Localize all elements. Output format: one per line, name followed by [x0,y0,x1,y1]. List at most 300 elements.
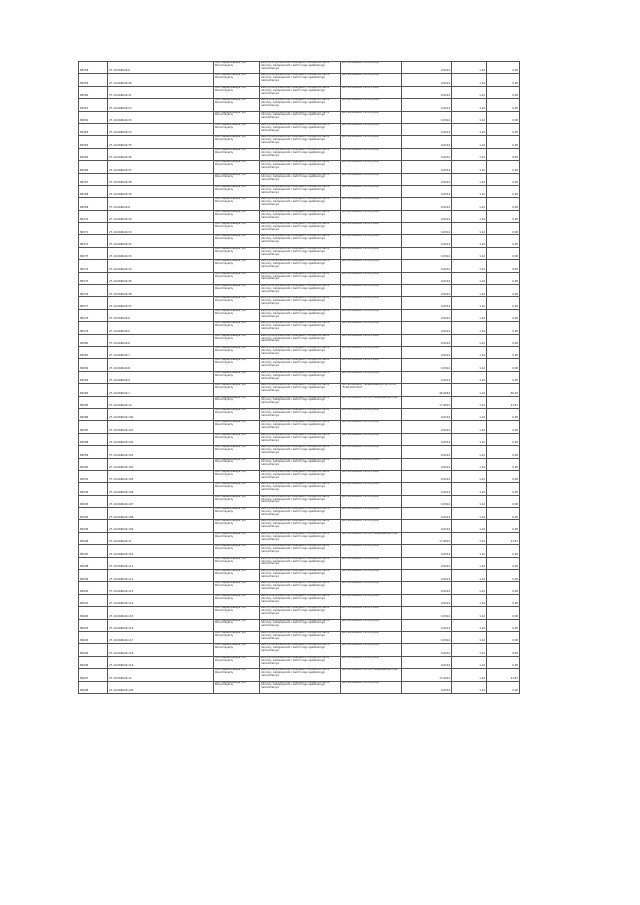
cell-address: ofis. Mayakovskaya, p-n Pervomayskiy [214,408,260,420]
cell-code: 86370 [79,210,108,222]
cell-land-category: Zemli promyshlennosti, energetiki, transporta, zemli oborony, bezopasnosti i zemli inogo spetsialnogo naznacheniya [260,508,341,520]
cell-address: ofis. Mayakovskaya, p-n Pervomayskiy [214,681,260,693]
cell-address: ofis. Mayakovskaya, p-n Pervomayskiy [214,309,260,321]
cell-rate: 1,22 [452,74,487,86]
cell-permitted-use: pod stroitelstvo VL-10 (6-10) [341,235,402,247]
cell-area: 0,0014 [402,173,452,185]
cell-area: 0,0014 [402,495,452,507]
cell-land-category: Zemli promyshlennosti, energetiki, transporta, zemli oborony, bezopasnosti i zemli inogo spetsialnogo naznacheniya [260,247,341,259]
cell-amount: 0,00 [487,86,520,98]
cell-rate: 1,22 [452,656,487,668]
cell-rate: 1,22 [452,123,487,135]
cell-code: 86358 [79,62,108,74]
table-row [79,247,520,259]
cell-rate: 1,22 [452,99,487,111]
cell-amount: 0,00 [487,557,520,569]
cell-address: ofis. Mayakovskaya, p-n Pervomayskiy [214,161,260,173]
cell-permitted-use: pod stroitelstvo VL-110 'Berezovskoe-Forel' [341,396,402,408]
cell-area: 0,0014 [402,285,452,297]
cell-land-category: Zemli promyshlennosti, energetiki, transporta, zemli oborony, bezopasnosti i zemli inogo spetsialnogo naznacheniya [260,173,341,185]
cell-land-category: Zemli promyshlennosti, energetiki, transporta, zemli oborony, bezopasnosti i zemli inogo spetsialnogo naznacheniya [260,260,341,272]
table-row [79,458,520,470]
cell-permitted-use: pod stroitelstvo VL-10 (6-10) [341,346,402,358]
cell-code: 86398 [79,557,108,569]
cell-cadastral-number: 27-10-066029-10 [108,396,214,408]
cell-cadastral-number: 27-10-066029-104 [108,458,214,470]
cell-permitted-use: pod stroitelstvo VL-10 (6-10) [341,136,402,148]
cell-land-category: Zemli promyshlennosti, energetiki, transporta, zemli oborony, bezopasnosti i zemli inogo spetsialnogo naznacheniya [260,297,341,309]
cell-code: 86382 [79,359,108,371]
cell-area: 0,0014 [402,607,452,619]
cell-address: ofis. Mayakovskaya, p-n Pervomayskiy [214,322,260,334]
table-row [79,495,520,507]
cell-code: 86371 [79,223,108,235]
cell-code: 86378 [79,309,108,321]
cell-area: 0,0014 [402,421,452,433]
cell-area: 0,0014 [402,99,452,111]
table-row [79,483,520,495]
cell-amount: 0,00 [487,458,520,470]
cell-area: 0,0014 [402,62,452,74]
cell-rate: 1,22 [452,570,487,582]
cell-area: 0,0014 [402,148,452,160]
table-row [79,408,520,420]
cell-land-category: Zemli promyshlennosti, energetiki, transporta, zemli oborony, bezopasnosti i zemli inogo spetsialnogo naznacheniya [260,123,341,135]
cell-cadastral-number: 27-10-066029-8 [108,359,214,371]
cell-address: ofis. Mayakovskaya, p-n Pervomayskiy [214,619,260,631]
cell-cadastral-number: 27-10-066029-36 [108,74,214,86]
cell-amount: 0,00 [487,62,520,74]
cell-area: 0,0014 [402,631,452,643]
cell-amount: 0,00 [487,681,520,693]
cell-address: ofis. Mayakovskaya, p-n Pervomayskiy [214,631,260,643]
cell-permitted-use: pod stroitelstvo VL-10 (6-10) [341,272,402,284]
cell-area: 0,0014 [402,260,452,272]
cell-address: ofis. Mayakovskaya, p-n Pervomayskiy [214,384,260,396]
cell-area: 0,0014 [402,74,452,86]
cell-permitted-use: pod stroitelstvo VL-10 (6-10) [341,470,402,482]
cell-code: 86377 [79,297,108,309]
cell-permitted-use: pod stroitelstvo VL-10 (6-10) [341,173,402,185]
cell-area: 0,0014 [402,247,452,259]
cell-permitted-use: pod stroitelstvo VL-10 (6-10) [341,198,402,210]
cell-amount: 0,00 [487,408,520,420]
cell-code: 86405 [79,644,108,656]
cell-amount: 0,00 [487,223,520,235]
cell-permitted-use: pod stroitelstvo VL-10 (6-10) [341,99,402,111]
cell-code: 86407 [79,669,108,681]
cell-land-category: Zemli promyshlennosti, energetiki, transporta, zemli oborony, bezopasnosti i zemli inogo spetsialnogo naznacheniya [260,185,341,197]
cell-land-category: Zemli promyshlennosti, energetiki, transporta, zemli oborony, bezopasnosti i zemli inogo spetsialnogo naznacheniya [260,570,341,582]
table-row [79,185,520,197]
cell-code: 86368 [79,185,108,197]
cell-land-category: Zemli promyshlennosti, energetiki, transporta, zemli oborony, bezopasnosti i zemli inogo spetsialnogo naznacheniya [260,470,341,482]
cell-land-category: Zemli promyshlennosti, energetiki, transporta, zemli oborony, bezopasnosti i zemli inogo spetsialnogo naznacheniya [260,99,341,111]
cell-land-category: Zemli promyshlennosti, energetiki, transporta, zemli oborony, bezopasnosti i zemli inogo spetsialnogo naznacheniya [260,396,341,408]
cell-land-category: Zemli promyshlennosti, energetiki, transporta, zemli oborony, bezopasnosti i zemli inogo spetsialnogo naznacheniya [260,86,341,98]
cell-cadastral-number: 27-10-066029-102 [108,433,214,445]
cell-amount: 0,00 [487,607,520,619]
cell-permitted-use: pod stroitelstvo VL-10 (6-10) [341,681,402,693]
cell-code: 86402 [79,607,108,619]
cell-land-category: Zemli promyshlennosti, energetiki, transporta, zemli oborony, bezopasnosti i zemli inogo spetsialnogo naznacheniya [260,656,341,668]
cell-land-category: Zemli promyshlennosti, energetiki, transporta, zemli oborony, bezopasnosti i zemli inogo spetsialnogo naznacheniya [260,346,341,358]
cell-cadastral-number: 27-10-066029-9 [108,371,214,383]
cell-rate: 1,22 [452,346,487,358]
cell-amount: 0,00 [487,433,520,445]
cell-address: ofis. Mayakovskaya, p-n Pervomayskiy [214,111,260,123]
cell-address: ofis. Mayakovskaya, p-n Pervomayskiy [214,235,260,247]
cell-cadastral-number: 27-10-066029-117 [108,631,214,643]
cell-code: 86406 [79,656,108,668]
cell-cadastral-number: 27-10-066029-100 [108,408,214,420]
cell-land-category: Zemli promyshlennosti, energetiki, transporta, zemli oborony, bezopasnosti i zemli inogo spetsialnogo naznacheniya [260,520,341,532]
table-row [79,532,520,544]
cell-address: ofis. Mayakovskaya, p-n Pervomayskiy [214,223,260,235]
table-row [79,421,520,433]
cell-cadastral-number: 27-10-066029-36 [108,148,214,160]
table-row [79,681,520,693]
cell-rate: 1,22 [452,161,487,173]
cell-amount: 0,00 [487,508,520,520]
cell-area: 0,0014 [402,681,452,693]
cell-cadastral-number: 27-10-066029-7 [108,346,214,358]
cell-cadastral-number: 27-10-066029-34 [108,123,214,135]
cell-address: ofis. Mayakovskaya, p-n Pervomayskiy [214,545,260,557]
cell-cadastral-number: 27-10-066029-101 [108,421,214,433]
cell-cadastral-number: 27-10-066029-1 [108,384,214,396]
cell-land-category: Zemli promyshlennosti, energetiki, transporta, zemli oborony, bezopasnosti i zemli inogo spetsialnogo naznacheniya [260,532,341,544]
cell-cadastral-number: 27-10-066029-6 [108,309,214,321]
cell-amount: 0,00 [487,371,520,383]
cell-area: 0,0014 [402,210,452,222]
cell-address: ofis. Mayakovskaya, p-n Pervomayskiy [214,74,260,86]
cell-rate: 1,22 [452,247,487,259]
table-row [79,297,520,309]
cell-permitted-use: pod stroitelstvo VL-10 (6-10) [341,520,402,532]
cell-cadastral-number: 27-10-066029-114 [108,594,214,606]
cell-permitted-use: pod stroitelstvo VL-10 (6-10) [341,656,402,668]
cell-code: 86394 [79,508,108,520]
table-row [79,161,520,173]
cell-land-category: Zemli promyshlennosti, energetiki, transporta, zemli oborony, bezopasnosti i zemli inogo spetsialnogo naznacheniya [260,557,341,569]
cell-area: 0,0014 [402,408,452,420]
cell-code: 86367 [79,173,108,185]
cell-permitted-use: pod stroitelstvo VL-10 (6-10) [341,111,402,123]
cell-land-category: Zemli promyshlennosti, energetiki, transporta, zemli oborony, bezopasnosti i zemli inogo spetsialnogo naznacheniya [260,582,341,594]
cell-code: 86384 [79,384,108,396]
table-row [79,285,520,297]
cell-area: 0,0014 [402,458,452,470]
cell-amount: 0,00 [487,185,520,197]
cell-cadastral-number: 27-10-066029-38 [108,285,214,297]
table-row [79,309,520,321]
cell-permitted-use: pod stroitelstvo VL-10 (6-10) [341,483,402,495]
cell-permitted-use: pod stroitelstvo VL-10 (6-10) [341,223,402,235]
cell-address: ofis. Mayakovskaya, p-n Pervomayskiy [214,508,260,520]
table-row [79,223,520,235]
cell-rate: 1,22 [452,272,487,284]
cell-cadastral-number: 27-10-066029-113 [108,582,214,594]
cell-rate: 1,22 [452,285,487,297]
cell-rate: 1,22 [452,557,487,569]
cell-rate: 1,22 [452,644,487,656]
cell-cadastral-number: 27-10-066029-8 [108,198,214,210]
cell-area: 0,0014 [402,446,452,458]
cell-amount: 0,00 [487,582,520,594]
table-row [79,433,520,445]
table-row [79,508,520,520]
table-row [79,111,520,123]
cell-address: ofis. Mayakovskaya, p-n Pervomayskiy [214,421,260,433]
table-row [79,359,520,371]
cell-code: 86393 [79,495,108,507]
cell-permitted-use: pod stroitelstvo VL-10 (6-10) [341,594,402,606]
cell-address: ofis. Mayakovskaya, p-n Pervomayskiy [214,446,260,458]
table-row [79,631,520,643]
cell-amount: 0,00 [487,272,520,284]
cell-permitted-use: pod stroitelstvo VL-10 (6-10) [341,458,402,470]
cell-amount: 0,00 [487,644,520,656]
table-row [79,346,520,358]
cell-cadastral-number: 27-10-066029-6 [108,334,214,346]
cell-permitted-use: pod stroitelstvo VL-10 (6-10) [341,74,402,86]
cell-permitted-use: pod stroitelstvo VL-10 (6-10) [341,371,402,383]
cell-permitted-use: pod stroitelstvo VL-10 (6-10) [341,359,402,371]
cell-land-category: Zemli promyshlennosti, energetiki, transporta, zemli oborony, bezopasnosti i zemli inogo spetsialnogo naznacheniya [260,334,341,346]
cell-amount: 0,00 [487,210,520,222]
cell-amount: 0,00 [487,322,520,334]
cell-cadastral-number: 27-10-066029-119 [108,656,214,668]
cell-code: 86404 [79,631,108,643]
cell-area: 0,0014 [402,297,452,309]
cell-cadastral-number: 27-10-066029-33 [108,111,214,123]
cell-land-category: Zemli promyshlennosti, energetiki, transporta, zemli oborony, bezopasnosti i zemli inogo spetsialnogo naznacheniya [260,210,341,222]
cell-amount: 0,00 [487,198,520,210]
cell-code: 86397 [79,545,108,557]
cell-code: 86395 [79,520,108,532]
table-row [79,557,520,569]
cell-area: 0,0014 [402,520,452,532]
cell-cadastral-number: 27-10-066029-30 [108,210,214,222]
cell-area: 0,0014 [402,433,452,445]
cell-code: 86381 [79,346,108,358]
cell-amount: 0,00 [487,359,520,371]
cell-amount: 0,00 [487,173,520,185]
cell-address: ofis. Mayakovskaya, p-n Pervomayskiy [214,272,260,284]
cell-rate: 1,22 [452,396,487,408]
cell-rate: 1,22 [452,495,487,507]
cell-code: 86376 [79,285,108,297]
cell-address: ofis. Mayakovskaya, p-n Pervomayskiy [214,173,260,185]
cell-address: ofis. Mayakovskaya, p-n Pervomayskiy [214,557,260,569]
cell-amount: 0,00 [487,470,520,482]
cell-code: 86359 [79,74,108,86]
cell-code: 86372 [79,235,108,247]
cell-area: 0,0014 [402,309,452,321]
cell-amount: 0,00 [487,260,520,272]
cell-rate: 1,22 [452,148,487,160]
table-row [79,148,520,160]
cell-code: 86380 [79,334,108,346]
cell-cadastral-number: 27-10-066029-116 [108,619,214,631]
cell-rate: 1,22 [452,470,487,482]
cell-rate: 1,22 [452,210,487,222]
cell-land-category: Zemli promyshlennosti, energetiki, transporta, zemli oborony, bezopasnosti i zemli inogo spetsialnogo naznacheniya [260,235,341,247]
cell-permitted-use: pod stroitelstvo VL-10 (6-10) [341,123,402,135]
cell-code: 86389 [79,446,108,458]
cell-area: 0,0014 [402,508,452,520]
cell-address: ofis. Mayakovskaya, p-n Pervomayskiy [214,148,260,160]
cell-permitted-use: pod stroitelstvo VL-10 (6-10) [341,495,402,507]
cell-amount: 0,00 [487,631,520,643]
cell-area: 0,0014 [402,557,452,569]
table-row [79,123,520,135]
cell-address: ofis. Mayakovskaya, p-n Pervomayskiy [214,495,260,507]
cell-address: ofis. Mayakovskaya, p-n Pervomayskiy [214,285,260,297]
cell-land-category: Zemli promyshlennosti, energetiki, transporta, zemli oborony, bezopasnosti i zemli inogo spetsialnogo naznacheniya [260,631,341,643]
cell-address: ofis. Mayakovskaya, p-n Pervomayskiy [214,334,260,346]
cell-cadastral-number: 27-10-066029-118 [108,644,214,656]
cell-cadastral-number: 27-10-066029-31 [108,86,214,98]
cell-permitted-use: pod stroitelstvo VL-10 (6-10) [341,309,402,321]
cell-amount: 0,00 [487,285,520,297]
cell-address: ofis. Mayakovskaya, p-n Pervomayskiy [214,260,260,272]
cell-permitted-use: pod stroitelstvo VL-10 (6-10) [341,446,402,458]
cell-amount: 0,00 [487,123,520,135]
table-row [79,446,520,458]
cell-code: 86373 [79,247,108,259]
cell-amount: 0,00 [487,656,520,668]
cell-rate: 1,22 [452,62,487,74]
cell-area: 0,0014 [402,346,452,358]
cell-area: 0,0014 [402,198,452,210]
table-row [79,136,520,148]
cell-area: 17,9013 [402,669,452,681]
table-row [79,607,520,619]
cell-address: ofis. Mayakovskaya, p-n Pervomayskiy [214,656,260,668]
table-row [79,260,520,272]
cell-amount: 0,00 [487,235,520,247]
cell-area: 0,0014 [402,582,452,594]
table-row [79,86,520,98]
cell-rate: 1,22 [452,458,487,470]
cell-code: 86360 [79,86,108,98]
cell-amount: 0,00 [487,545,520,557]
cell-rate: 1,22 [452,631,487,643]
cell-permitted-use: pod stroitelstvo VL-10 (6-10) [341,607,402,619]
cell-rate: 1,22 [452,619,487,631]
cell-rate: 1,22 [452,223,487,235]
cell-address: ofis. Mayakovskaya, p-n Pervomayskiy [214,297,260,309]
cell-land-category: Zemli promyshlennosti, energetiki, transporta, zemli oborony, bezopasnosti i zemli inogo spetsialnogo naznacheniya [260,62,341,74]
cell-amount: 21,87 [487,669,520,681]
cell-address: ofis. Mayakovskaya, p-n Pervomayskiy [214,346,260,358]
cell-land-category: Zemli promyshlennosti, energetiki, transporta, zemli oborony, bezopasnosti i zemli inogo spetsialnogo naznacheniya [260,285,341,297]
cell-code: 86391 [79,470,108,482]
cell-permitted-use: pod stroitelstvo VL-110 'Berezovskoe-Forel' [341,669,402,681]
cell-rate: 1,22 [452,136,487,148]
cell-area: 0,0014 [402,644,452,656]
cell-rate: 1,22 [452,359,487,371]
cell-area: 0,0014 [402,371,452,383]
cell-permitted-use: pod stroitelstvo VL-10 (6-10) [341,260,402,272]
cell-address: ofis. Mayakovskaya, p-n Pervomayskiy [214,520,260,532]
cell-amount: 0,00 [487,483,520,495]
cell-code: 86396 [79,532,108,544]
cell-code: 86387 [79,421,108,433]
cell-land-category: Zemli promyshlennosti, energetiki, transporta, zemli oborony, bezopasnosti i zemli inogo spetsialnogo naznacheniya [260,408,341,420]
cell-land-category: Zemli promyshlennosti, energetiki, transporta, zemli oborony, bezopasnosti i zemli inogo spetsialnogo naznacheniya [260,371,341,383]
cell-rate: 1,22 [452,421,487,433]
cell-amount: 0,00 [487,495,520,507]
cell-area: 0,0014 [402,185,452,197]
cell-permitted-use: pod stroitelstvo VL-10 (6-10) [341,148,402,160]
cell-land-category: Zemli promyshlennosti, energetiki, transporta, zemli oborony, bezopasnosti i zemli inogo spetsialnogo naznacheniya [260,458,341,470]
cell-land-category: Zemli promyshlennosti, energetiki, transporta, zemli oborony, bezopasnosti i zemli inogo spetsialnogo naznacheniya [260,644,341,656]
cell-permitted-use: pod stroitelstvo VL-10 (6-10) [341,334,402,346]
table-row [79,470,520,482]
cell-amount: 56,20 [487,384,520,396]
table-row [79,62,520,74]
cell-permitted-use: pod stroitelstvo VL-10 (6-10) [341,210,402,222]
cell-land-category: Zemli promyshlennosti, energetiki, transporta, zemli oborony, bezopasnosti i zemli inogo spetsialnogo naznacheniya [260,223,341,235]
cell-permitted-use: pod stroitelstvo VL-10 (6-10) [341,631,402,643]
cell-area: 0,0014 [402,619,452,631]
cell-land-category: Zemli promyshlennosti, energetiki, transporta, zemli oborony, bezopasnosti i zemli inogo spetsialnogo naznacheniya [260,198,341,210]
cell-amount: 0,00 [487,334,520,346]
cell-cadastral-number: 27-10-066029-105 [108,470,214,482]
cell-address: ofis. Mayakovskaya, p-n Pervomayskiy [214,247,260,259]
cell-rate: 1,22 [452,371,487,383]
table-row [79,272,520,284]
cell-area: 0,0014 [402,470,452,482]
cell-land-category: Zemli promyshlennosti, energetiki, transporta, zemli oborony, bezopasnosti i zemli inogo spetsialnogo naznacheniya [260,545,341,557]
cell-rate: 1,22 [452,681,487,693]
cell-permitted-use: pod stroitelstvo VL-10 (6-10) [341,619,402,631]
cell-cadastral-number: 27-10-066029-106 [108,483,214,495]
cell-land-category: Zemli promyshlennosti, energetiki, transporta, zemli oborony, bezopasnosti i zemli inogo spetsialnogo naznacheniya [260,148,341,160]
cell-land-category: Zemli promyshlennosti, energetiki, transporta, zemli oborony, bezopasnosti i zemli inogo spetsialnogo naznacheniya [260,483,341,495]
cell-cadastral-number: 27-10-066029-110 [108,545,214,557]
cell-rate: 1,22 [452,86,487,98]
cell-permitted-use: pod stroitelstvo VL-10 (6-10) [341,582,402,594]
cell-address: ofis. Mayakovskaya, p-n Pervomayskiy [214,570,260,582]
cell-code: 86401 [79,594,108,606]
cell-permitted-use: pod stroitelstvo VL-10 (6-10) [341,508,402,520]
cell-rate: 1,22 [452,408,487,420]
cell-cadastral-number: 27-10-066029-112 [108,570,214,582]
cell-rate: 1,22 [452,309,487,321]
cell-permitted-use: pod stroitelstvo VL-10 (6-10) [341,185,402,197]
cell-permitted-use: pod stroitelstvo VL-10 (6-10) [341,644,402,656]
cell-rate: 1,22 [452,520,487,532]
cell-address: ofis. Mayakovskaya, p-n Pervomayskiy [214,532,260,544]
cell-amount: 0,00 [487,594,520,606]
cell-amount: 0,00 [487,74,520,86]
cell-permitted-use: pod stroitelstvo VL-10 (6-10) [341,285,402,297]
cell-address: ofis. Mayakovskaya, p-n Pervomayskiy [214,433,260,445]
cell-cadastral-number: 27-10-066029-107 [108,495,214,507]
cell-cadastral-number: 27-10-066029-11 [108,532,214,544]
cell-land-category: Zemli promyshlennosti, energetiki, transporta, zemli oborony, bezopasnosti i zemli inogo spetsialnogo naznacheniya [260,161,341,173]
table-row [79,322,520,334]
cell-rate: 1,22 [452,545,487,557]
cell-rate: 1,22 [452,483,487,495]
cell-land-category: Zemli promyshlennosti, energetiki, transporta, zemli oborony, bezopasnosti i zemli inogo spetsialnogo naznacheniya [260,322,341,334]
cell-amount: 0,00 [487,99,520,111]
cell-cadastral-number: 27-10-066029-5 [108,322,214,334]
